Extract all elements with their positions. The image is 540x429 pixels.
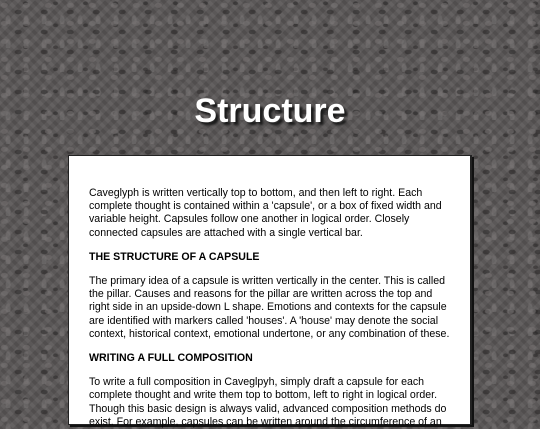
section-heading-capsule-structure: THE STRUCTURE OF A CAPSULE (89, 250, 260, 263)
content-panel (68, 155, 472, 428)
page-title: Structure (194, 92, 346, 130)
intro-paragraph: Caveglyph is written vertically top to bottom, and then left to right. Each complete thought is contained within a 'capsule', or a box of fixed width and variable height. Capsules follow one another in logical order. Closely connected capsules are attached with a single vertical bar. (89, 187, 442, 239)
section-heading-full-composition: WRITING A FULL COMPOSITION (89, 352, 253, 365)
full-composition-paragraph: To write a full composition in Caveglpyh, simply draft a capsule for each complete thought and write them top to bottom, left to right in logical order. Though this basic design is always valid, advanced composition methods do exist. For example, capsules can be written around the circumference of an (89, 376, 447, 428)
capsule-structure-paragraph: The primary idea of a capsule is written vertically in the center. This is called the pillar. Causes and reasons for the pillar are written across the top and right side in an upside-down L shape. Emotions and contexts for the capsule are identified with markers called 'houses'. A 'house' may denote the social context, historical context, emotional undertone, or any combination of these. (89, 275, 450, 340)
